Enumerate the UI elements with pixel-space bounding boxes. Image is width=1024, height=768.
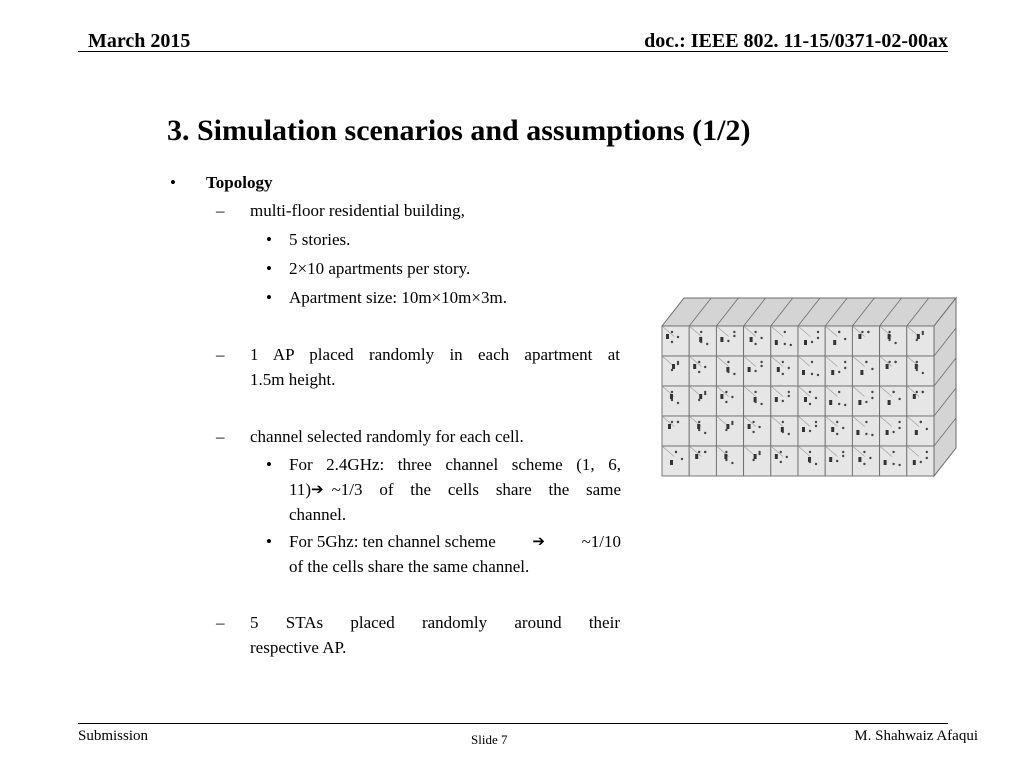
ap-device-icon [697, 424, 700, 429]
station-icon [809, 461, 811, 463]
building-side [934, 298, 956, 476]
header-doc-id: doc.: IEEE 802. 11-15/0371-02-00ax [644, 30, 948, 52]
ch5-line-1-pre: For 5Ghz: ten channel scheme [289, 532, 496, 551]
apartment-cell [662, 446, 689, 476]
dash-marker: – [216, 345, 225, 364]
station-icon [815, 463, 817, 465]
station-icon [704, 451, 706, 453]
apartment-cell [662, 386, 689, 416]
ch24-line-3: channel. [289, 505, 347, 524]
station-icon [677, 421, 679, 423]
bullet-marker: • [266, 532, 272, 551]
arrow-icon: ➔ [532, 532, 545, 550]
station-icon [811, 361, 813, 363]
station-icon [871, 397, 873, 399]
building-text: multi-floor residential building, [250, 201, 465, 220]
footer-slide-number: Slide 7 [471, 732, 508, 747]
apartment-cell [662, 356, 689, 386]
bullet-marker: • [266, 455, 272, 474]
ap-device-icon [802, 370, 805, 375]
ap-device-icon [804, 397, 807, 402]
station-icon [898, 421, 900, 423]
station-icon [888, 331, 890, 333]
apartment-cell [689, 326, 716, 356]
station-icon [811, 341, 813, 343]
apartment-cell [744, 446, 771, 476]
station-icon [894, 342, 896, 344]
station-icon [782, 421, 784, 423]
station-icon [809, 451, 811, 453]
station-icon [842, 455, 844, 457]
apartment-cell [771, 356, 798, 386]
station-icon [892, 451, 894, 453]
station-icon [727, 340, 729, 342]
apartment-cell [744, 386, 771, 416]
station-icon [920, 421, 922, 423]
apartment-cell [907, 326, 934, 356]
apartment-cell [716, 446, 743, 476]
apartment-cell [825, 326, 852, 356]
station-icon [865, 421, 867, 423]
station-icon [733, 373, 735, 375]
ap-device-icon [724, 454, 727, 459]
apartments-text: 2×10 apartments per story. [289, 259, 471, 278]
ap-device-icon [913, 460, 916, 465]
station-icon [861, 331, 863, 333]
ap-device-icon [833, 340, 836, 345]
apartment-cell [744, 326, 771, 356]
header-divider [78, 51, 948, 52]
station-icon [926, 451, 928, 453]
ap-device-icon [748, 367, 751, 372]
apartment-cell [880, 326, 907, 356]
apartment-cell [771, 416, 798, 446]
ap-device-icon [670, 394, 673, 399]
apartment-cell [662, 416, 689, 446]
station-icon [788, 391, 790, 393]
station-icon [788, 367, 790, 369]
station-icon [871, 368, 873, 370]
apartment-size-text: Apartment size: 10m×10m×3m. [289, 288, 507, 307]
apartment-cell [825, 416, 852, 446]
station-icon [836, 433, 838, 435]
station-icon [698, 421, 700, 423]
station-icon [865, 401, 867, 403]
ap-device-icon [858, 457, 861, 462]
station-icon [754, 343, 756, 345]
station-icon [898, 398, 900, 400]
station-icon [752, 459, 754, 461]
station-icon [671, 331, 673, 333]
station-icon [898, 464, 900, 466]
station-icon [754, 391, 756, 393]
station-icon [704, 393, 706, 395]
ap-device-icon [693, 364, 696, 369]
header-date: March 2015 [88, 30, 191, 52]
station-icon [760, 361, 762, 363]
ap-device-icon [666, 334, 669, 339]
station-icon [784, 343, 786, 345]
ch24-line-2-pre: 11) [289, 480, 312, 499]
station-icon [698, 429, 700, 431]
apartment-cell [662, 326, 689, 356]
station-icon [920, 461, 922, 463]
apartment-cell [798, 446, 825, 476]
dash-marker: – [216, 427, 225, 446]
station-icon [754, 370, 756, 372]
station-icon [725, 401, 727, 403]
station-icon [815, 421, 817, 423]
sta-placement-text [250, 610, 620, 660]
ap-device-icon [831, 427, 834, 432]
dash-marker: – [216, 613, 225, 632]
bullet-marker: • [266, 230, 272, 249]
station-icon [842, 451, 844, 453]
station-icon [760, 403, 762, 405]
apartment-cell [852, 446, 879, 476]
station-icon [780, 461, 782, 463]
station-icon [836, 421, 838, 423]
stories-text: 5 stories. [289, 230, 351, 249]
station-icon [754, 401, 756, 403]
station-icon [842, 427, 844, 429]
station-icon [815, 425, 817, 427]
ap-device-icon [888, 400, 891, 405]
station-icon [817, 374, 819, 376]
station-icon [867, 331, 869, 333]
apartment-cell [689, 416, 716, 446]
apartment-cell [689, 356, 716, 386]
station-icon [733, 335, 735, 337]
station-icon [782, 431, 784, 433]
station-icon [809, 430, 811, 432]
station-icon [677, 336, 679, 338]
ap-device-icon [699, 394, 702, 399]
station-icon [671, 369, 673, 371]
apartment-cell [689, 446, 716, 476]
apartment-cell [716, 386, 743, 416]
station-icon [706, 343, 708, 345]
station-icon [922, 372, 924, 374]
topology-label: Topology [206, 173, 273, 192]
station-icon [844, 338, 846, 340]
ap-device-icon [720, 394, 723, 399]
station-icon [788, 433, 790, 435]
apartment-cell [744, 416, 771, 446]
station-icon [865, 361, 867, 363]
station-icon [677, 402, 679, 404]
station-icon [838, 331, 840, 333]
station-icon [786, 456, 788, 458]
station-icon [926, 428, 928, 430]
ap-device-icon [913, 394, 916, 399]
ap-line-1: 1 AP placed randomly in each apartment at [250, 345, 620, 364]
ch24-line-2-post: ~1/3 of the cells share the same [331, 480, 621, 499]
station-icon [916, 339, 918, 341]
ap-device-icon [829, 457, 832, 462]
station-icon [725, 459, 727, 461]
apartment-cell [880, 356, 907, 386]
station-icon [844, 404, 846, 406]
station-icon [760, 365, 762, 367]
station-icon [704, 366, 706, 368]
station-icon [926, 457, 928, 459]
apartment-cell [907, 386, 934, 416]
station-icon [760, 337, 762, 339]
apartment-cell [907, 416, 934, 446]
station-icon [865, 433, 867, 435]
station-icon [758, 453, 760, 455]
station-icon [671, 399, 673, 401]
station-icon [836, 460, 838, 462]
station-icon [838, 403, 840, 405]
sta-line-2: respective AP. [250, 638, 347, 657]
station-icon [790, 344, 792, 346]
station-icon [888, 361, 890, 363]
ch5-line-2: of the cells share the same channel. [289, 557, 530, 576]
station-icon [758, 426, 760, 428]
station-icon [916, 391, 918, 393]
station-icon [892, 431, 894, 433]
station-icon [838, 391, 840, 393]
ap-device-icon [720, 337, 723, 342]
ch24-line-1: For 2.4GHz: three channel scheme (1, 6, [289, 455, 621, 474]
ap-device-icon [695, 454, 698, 459]
ap-device-icon [858, 400, 861, 405]
station-icon [731, 396, 733, 398]
station-icon [869, 457, 871, 459]
station-icon [916, 369, 918, 371]
station-icon [863, 463, 865, 465]
station-icon [731, 462, 733, 464]
ap-device-icon [750, 337, 753, 342]
ap-line-2: 1.5m height. [250, 370, 336, 389]
station-icon [922, 333, 924, 335]
station-icon [871, 391, 873, 393]
ap-device-icon [829, 400, 832, 405]
sta-line-1: 5 STAs placed randomly around their [250, 613, 620, 632]
ap-device-icon [831, 370, 834, 375]
station-icon [892, 463, 894, 465]
ap-device-icon [860, 370, 863, 375]
building-figure [660, 296, 960, 480]
station-icon [700, 341, 702, 343]
ap-device-icon [670, 460, 673, 465]
station-icon [698, 361, 700, 363]
station-icon [700, 331, 702, 333]
station-icon [704, 432, 706, 434]
station-icon [898, 427, 900, 429]
ap-device-icon [754, 454, 757, 459]
apartment-cell [907, 356, 934, 386]
ap-device-icon [888, 334, 891, 339]
station-icon [782, 373, 784, 375]
ap-device-icon [802, 427, 805, 432]
ap-device-icon [804, 340, 807, 345]
station-icon [782, 400, 784, 402]
ap-device-icon [775, 340, 778, 345]
channel-text: channel selected randomly for each cell. [250, 427, 524, 446]
station-icon [671, 391, 673, 393]
ap-device-icon [915, 430, 918, 435]
station-icon [698, 451, 700, 453]
ap-device-icon [917, 334, 920, 339]
station-icon [782, 361, 784, 363]
ap-device-icon [884, 460, 887, 465]
slide-title: 3. Simulation scenarios and assumptions (1/2) [167, 114, 751, 147]
station-icon [725, 451, 727, 453]
ap-placement-text [250, 342, 620, 392]
station-icon [677, 363, 679, 365]
station-icon [788, 395, 790, 397]
ch24-line-2 [289, 477, 621, 502]
ap-device-icon [672, 364, 675, 369]
channel-5ghz-text [289, 529, 621, 579]
dash-marker: – [216, 201, 225, 220]
ap-device-icon [775, 397, 778, 402]
station-icon [844, 367, 846, 369]
apartment-cell [771, 446, 798, 476]
footer-author: M. Shahwaiz Afaqui [854, 728, 978, 744]
ap-device-icon [858, 334, 861, 339]
arrow-icon: ➔ [311, 480, 324, 498]
station-icon [844, 361, 846, 363]
apartment-cell [716, 356, 743, 386]
station-icon [894, 361, 896, 363]
station-icon [754, 331, 756, 333]
station-icon [916, 361, 918, 363]
apartment-cell [852, 326, 879, 356]
station-icon [675, 451, 677, 453]
ap-device-icon [668, 424, 671, 429]
station-icon [811, 373, 813, 375]
station-icon [671, 421, 673, 423]
station-icon [725, 429, 727, 431]
bullet-marker: • [266, 288, 272, 307]
station-icon [815, 397, 817, 399]
station-icon [784, 331, 786, 333]
station-icon [725, 391, 727, 393]
station-icon [888, 339, 890, 341]
ch5-line-1-post: ~1/10 [581, 532, 621, 551]
station-icon [838, 371, 840, 373]
station-icon [698, 399, 700, 401]
station-icon [733, 331, 735, 333]
ap-device-icon [775, 454, 778, 459]
apartment-cell [716, 416, 743, 446]
station-icon [698, 371, 700, 373]
ap-device-icon [886, 364, 889, 369]
station-icon [922, 391, 924, 393]
ap-device-icon [726, 424, 729, 429]
station-icon [809, 403, 811, 405]
station-icon [681, 458, 683, 460]
bullet-marker: • [266, 259, 272, 278]
apartment-cell [880, 386, 907, 416]
station-icon [731, 423, 733, 425]
footer-submission: Submission [78, 728, 149, 744]
station-icon [780, 451, 782, 453]
channel-24ghz-text [289, 452, 621, 527]
station-icon [871, 434, 873, 436]
ch5-line-1 [289, 529, 621, 554]
station-icon [892, 391, 894, 393]
station-icon [752, 421, 754, 423]
bullet-marker: • [170, 173, 176, 192]
footer-divider [78, 723, 948, 724]
station-icon [817, 337, 819, 339]
station-icon [671, 341, 673, 343]
station-icon [817, 331, 819, 333]
station-icon [727, 371, 729, 373]
ap-device-icon [856, 430, 859, 435]
station-icon [752, 431, 754, 433]
station-icon [863, 451, 865, 453]
apartment-cell [852, 356, 879, 386]
apartment-cell [689, 386, 716, 416]
ap-device-icon [886, 430, 889, 435]
ap-device-icon [915, 364, 918, 369]
ap-device-icon [777, 367, 780, 372]
apartment-cell [798, 386, 825, 416]
ap-device-icon [748, 424, 751, 429]
station-icon [809, 391, 811, 393]
station-icon [727, 361, 729, 363]
